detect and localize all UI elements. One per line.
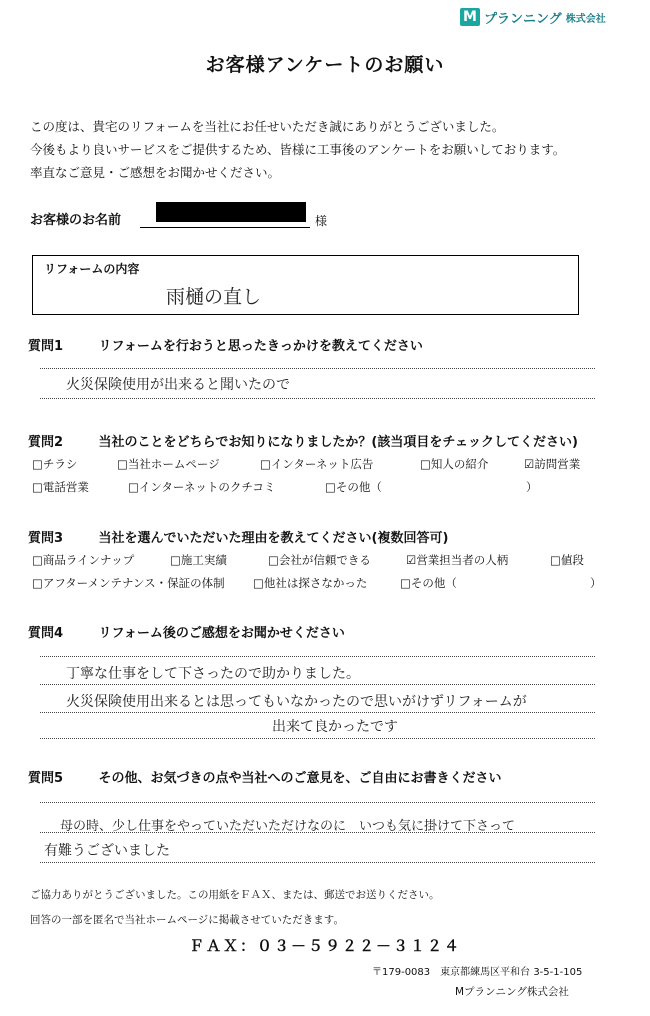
option-label: 商品ラインナップ — [42, 553, 135, 567]
option-label: インターネット広告 — [270, 457, 374, 471]
question-2 — [28, 431, 578, 450]
question-3 — [28, 527, 448, 546]
question-5 — [28, 767, 502, 786]
answer-line — [40, 684, 595, 685]
redacted-name — [156, 202, 306, 222]
question-4-answer-line-1: 丁寧な仕事をして下さったので助かりました。 — [66, 666, 360, 682]
option-label: 当社ホームページ — [127, 457, 220, 471]
option-door-sales — [524, 456, 580, 472]
question-4 — [28, 622, 345, 641]
checkbox-checked[interactable]: ☑ — [524, 457, 535, 471]
option-label: 営業担当者の人柄 — [416, 553, 509, 567]
question-3-text: 当社を選んでいただいた理由を教えてください(複数回答可) — [98, 531, 449, 546]
company-name: Mプランニング株式会社 — [455, 986, 569, 998]
question-1 — [28, 335, 423, 354]
checkbox[interactable]: □ — [420, 457, 431, 471]
name-underline — [140, 227, 310, 228]
name-honorific: 様 — [315, 214, 328, 228]
question-4-text: リフォーム後のご感想をお聞かせください — [98, 626, 345, 641]
logo-word: プランニング — [484, 11, 562, 27]
intro-line: 率直なご意見・ご感想をお聞かせください。 — [30, 165, 281, 180]
option-after-service — [32, 575, 225, 591]
question-2-number: 質問2 — [28, 435, 64, 450]
logo-mark: M — [460, 8, 480, 26]
answer-line — [40, 712, 595, 713]
option-label: 知人の紹介 — [430, 457, 489, 471]
option-no-others — [253, 575, 367, 591]
checkbox[interactable]: □ — [400, 576, 411, 590]
option-label: 訪問営業 — [534, 457, 581, 471]
option-flyer — [32, 456, 77, 472]
option-price — [550, 552, 584, 568]
checkbox[interactable]: □ — [128, 480, 139, 494]
question-5-number: 質問5 — [28, 771, 64, 786]
option-label: インターネットのクチコミ — [138, 480, 276, 494]
answer-line — [40, 832, 595, 833]
option-label: 値段 — [560, 553, 584, 567]
company-address: 〒179-0083 東京都練馬区平和台 3-5-1-105 — [372, 967, 583, 978]
question-1-number: 質問1 — [28, 339, 64, 354]
option-internet-reviews — [128, 479, 275, 495]
checkbox[interactable]: □ — [253, 576, 264, 590]
intro-line: 今後もより良いサービスをご提供するため、皆様に工事後のアンケートをお願いしております。 — [30, 142, 566, 157]
question-2-text: 当社のことをどちらでお知りになりましたか？(該当項目をチェックしてください) — [98, 435, 578, 450]
question-5-answer-line-1: 母の時、少し仕事をやっていただいただけなのに いつも気に掛けて下さって — [60, 819, 516, 834]
checkbox[interactable]: □ — [117, 457, 128, 471]
checkbox[interactable]: □ — [32, 576, 43, 590]
option-internet-ad — [260, 456, 373, 472]
option-homepage — [117, 456, 220, 472]
answer-line — [40, 738, 595, 739]
option-other-close: ） — [526, 480, 538, 494]
checkbox[interactable]: □ — [170, 553, 181, 567]
reform-content-answer: 雨樋の直し — [166, 286, 262, 308]
answer-line — [40, 398, 595, 399]
footer-thanks: ご協力ありがとうございました。この用紙をＦＡＸ、または、郵送でお送りください。 — [30, 889, 440, 901]
option-label: その他（ — [335, 480, 382, 494]
answer-line — [40, 802, 595, 803]
checkbox[interactable]: □ — [268, 553, 279, 567]
intro-line: この度は、貴宅のリフォームを当社にお任せいただき誠にありがとうございました。 — [30, 119, 505, 134]
checkbox[interactable]: □ — [260, 457, 271, 471]
question-4-answer-line-2: 火災保険使用出来るとは思ってもいなかったので思いがけずリフォームが — [66, 694, 527, 710]
checkbox[interactable]: □ — [325, 480, 336, 494]
option-label: 施工実績 — [180, 553, 227, 567]
company-logo — [460, 6, 640, 28]
option-label: アフターメンテナンス・保証の体制 — [42, 576, 225, 590]
question-5-answer-line-2: 有難うございました — [44, 843, 170, 859]
option-label: 電話営業 — [42, 480, 89, 494]
reform-content-label: リフォームの内容 — [44, 262, 140, 276]
option-label: その他（ — [410, 576, 457, 590]
option-trustworthy — [268, 552, 371, 568]
checkbox-checked[interactable]: ☑ — [406, 553, 417, 567]
page-title: お客様アンケートのお願い — [205, 54, 445, 76]
checkbox[interactable]: □ — [32, 553, 43, 567]
option-referral — [420, 456, 488, 472]
option-other — [400, 575, 457, 591]
footer-note: 回答の一部を匿名で当社ホームページに掲載させていただきます。 — [30, 914, 344, 926]
answer-line — [40, 656, 595, 657]
option-track-record — [170, 552, 227, 568]
option-label: 会社が信頼できる — [278, 553, 371, 567]
checkbox[interactable]: □ — [550, 553, 561, 567]
logo-suffix: 株式会社 — [565, 13, 606, 25]
checkbox[interactable]: □ — [32, 457, 43, 471]
option-label: 他社は探さなかった — [263, 576, 368, 590]
option-other — [325, 479, 382, 495]
question-3-number: 質問3 — [28, 531, 64, 546]
intro-text — [30, 115, 565, 184]
option-label: チラシ — [42, 457, 78, 471]
option-phone-sales — [32, 479, 89, 495]
question-5-text: その他、お気づきの点や当社へのご意見を、ご自由にお書きください — [98, 771, 502, 786]
answer-line — [40, 368, 595, 369]
answer-line — [40, 862, 595, 863]
fax-number: ＦＡＸ：０３－５９２２－３１２４ — [188, 937, 461, 955]
question-4-answer-line-3: 出来て良かったです — [272, 719, 398, 735]
question-1-text: リフォームを行おうと思ったきっかけを教えてください — [98, 339, 423, 354]
option-sales-rep — [406, 552, 508, 568]
question-1-answer: 火災保険使用が出来ると聞いたので — [66, 377, 290, 393]
checkbox[interactable]: □ — [32, 480, 43, 494]
customer-name-label: お客様のお名前 — [30, 213, 122, 228]
question-4-number: 質問4 — [28, 626, 64, 641]
option-other-close: ） — [590, 576, 602, 590]
option-product-lineup — [32, 552, 134, 568]
